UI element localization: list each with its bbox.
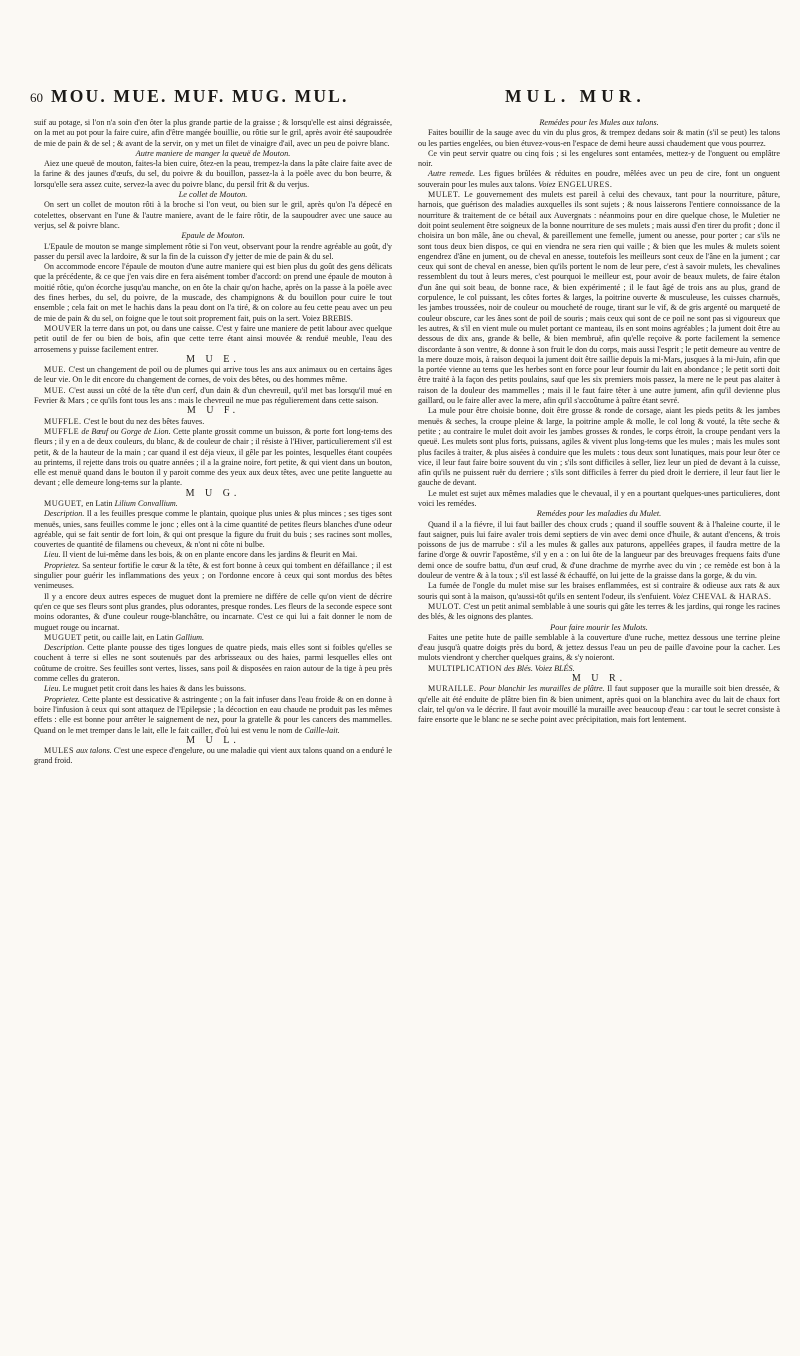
- entry: [34, 509, 392, 550]
- entry: [34, 695, 392, 736]
- entry-text: Il faut supposer que la muraille soit bien dressée, & qu'elle ait été enduite de plâtre bien fin & bien uniment, après quoi on la blanchira avec du lait de chaux fort clair, tel qu'on va le décrire. Il faut avoir mouillé la muraille avec beaucoup d'eau : car tout le secret consiste à faire ensorte que le blanc ne se seche point avec précipitation, mais fort lentement.: [418, 684, 781, 725]
- entry-text: C'est une espece d'engelure, ou une maladie qui vient aux talons quand on a enduré le grand froid.: [34, 746, 392, 766]
- entry-italic: Lilium Convallium.: [114, 498, 178, 508]
- running-head-left: [30, 86, 390, 112]
- entry-text: C'est un changement de poil ou de plumes qui arrive tous les ans aux animaux ou en certains âges de leur vie. On le dit encore du changement de cornes, de voix des bêtes, ou des hommes même.: [34, 365, 392, 385]
- subheading: Le collet de Mouton.: [178, 190, 248, 200]
- subheading: Autre maniere de manger la queuë de Mouton.: [135, 148, 291, 158]
- subheading: Remédes pour les Mules aux talons.: [539, 118, 659, 127]
- entry-head: MUE.: [44, 365, 67, 375]
- entry-label: Autre remede.: [428, 169, 476, 179]
- entry: [34, 746, 392, 767]
- entry-label: Proprietez.: [44, 560, 81, 570]
- entry-text: Il vient de lui-même dans les bois, & on en plante encore dans les jardins & fleurit en Mai.: [60, 550, 358, 560]
- section-heading: M U E.: [186, 353, 240, 365]
- paragraph: On accommode encore l'épaule de mouton d'une autre maniere qui est bien plus du goût des gens délicats que la précédente, & ce que j'en vais dire en fera aisément tomber d'accord: on prend une épaule de mouton à moitié rôtie, qu'on écorche jusqu'au manche, on en ôte la chair qu'on hache, après on la passe à la poële avec des fines herbes, du sel, du poivre, de la muscade, des champignons & du bouillon pour cuire le tout ensemble ; cela fait on met le hachis dans la peau dont on l'a tiré, & on colore au feu cette peau avec un peu de mie de pain & du sel, on foigne que le tout soit proprement fait, puis on la sert. Voiez BREBIS.: [34, 262, 392, 323]
- section-heading: M U R.: [571, 673, 627, 685]
- cross-ref-label: Voiez: [672, 591, 690, 601]
- entry-head: MUE.: [44, 385, 67, 395]
- entry-text: Sa senteur fortifie le cœur & la tête, & est fort bonne à ceux qui tombent en défaillance ; il est singulier pour guérir les inflammations des yeux ; on l'ordonne encore à ceux qui sont mordus des bêtes venimeuses.: [34, 560, 392, 591]
- paragraph: Il y a encore deux autres especes de muguet dont la premiere ne différe de celle qu'on vient de décrire qu'en ce que ses fleurs sont plus grandes, plus odorantes, presque rondes. Les fleurs de la seconde espece sont moins odorantes, & d'une couleur rouge-blanchâtre, ou incarnate. C'est ce qui lui a fait donner le nom de muguet rouge ou incarnat.: [34, 591, 392, 632]
- cross-ref-label: Voiez: [538, 179, 556, 189]
- section-heading: M U F.: [186, 405, 240, 417]
- subheading: Remédes pour les maladies du Mulet.: [536, 509, 662, 519]
- entry: [34, 386, 392, 407]
- entry-label: Description.: [44, 509, 85, 519]
- entry-label: Description.: [44, 643, 85, 653]
- entry-head: MUFFLE.: [44, 416, 82, 426]
- entry-text: Cette plante grossit comme un buisson, & porte fort long-tems des fleurs ; il y en a de deux couleurs, du blanc, & de couleur de chair ; il résiste à l'Hiver, particulierement s'il est petit, & de la hauteur de la main ; car quand il est déja vieux, il gêle par les pointes, lesquelles étant coupées au printems, il rejette dans trois ou quatre années ; il a la graine noire, fort petite, & qui vient dans un bouton, elle est menuë quand dans le bouton il y paroit comme des yeux aux deux têtes, avec une petite languette au devant ; elle demeure long-tems sur la plante.: [34, 426, 392, 488]
- entry-head: MULOT.: [428, 601, 462, 611]
- entry-head: MULET.: [428, 190, 461, 200]
- entry: [418, 581, 780, 602]
- entry: [34, 684, 392, 694]
- entry: [34, 417, 392, 427]
- entry-head: MUGUET,: [44, 498, 84, 508]
- entry: [418, 684, 780, 725]
- entry-italic: aux talons.: [74, 746, 112, 756]
- entry-text: C'est le bout du nez des bêtes fauves.: [81, 416, 205, 426]
- entry: [34, 643, 392, 684]
- section-heading: M U L.: [186, 734, 240, 746]
- entry: [34, 365, 392, 386]
- entry-head: MUFFLE: [44, 426, 80, 436]
- entry-label: Lieu.: [44, 550, 61, 560]
- entry-text: Le gouvernement des mulets est pareil à celui des chevaux, tant pour la nourriture, pâture, harnois, que guérison des maladies auxquelles ils sont sujets ; & nous laisserons l'entiere connoissance de la nourriture & traitement de ce bétail aux Auvergnats : néanmoins pour en dire quelque chose, le Muletier ne doit point seulement être soigneux de la bonne nourriture de ses mulets ; mais aussi d'en tirer du profit ; donc il choisira un bon mâle, âne ou cheval, & pareillement une femelle, jument ou anesse, pour porter ; car s'ils ne sont tous deux bien dispos, ce qui en viendra ne sera rien qui vaille ; & bien que les mules & mulets soient engendrez d'âne en jument, ou de cheval en anesse, toutefois les meilleurs sont ceux de l'âne en la jument ; car ceux qui sont de cheval en anesse, bien qu'ils portent le nom de leur pere, c'est à savoir mulets, les chevalines ressemblent du tout à leurs meres, c'est pourquoi le meilleur est, pour avoir de beaux mulets, de faire étalon d'un âne qui soit beau, de bonne race, & bien expérimenté ; il le faut âgé de trois ans au plus, grand de corpulence, le col puissant, les côtes fortes & larges, la poitrine ouverte & musculeuse, les cuisses charnuës, les jambes troussées, noir de couleur ou moucheté de rouge, tirant sur le vif, & de gris argenté ou marqueté de couleur obscure, car les ânes sont de poil de souris ; mais ceux qui sont de ce poil ne sont pas si vigoureux que les autres, & s'il en vient mule ou mulet portant ce manteau, ils en sont moins agréables ; la jument doit être au dessous de dix ans, grande & belle, & bien membruë, afin qu'elle reçoive & porte facilement la semence discordante à son ventre, & donne à son fruit le don du corps, mais aussi l'esprit ; le petit demeure au ventre de la mere douze mois, à raison dequoi la jument doit être saillie depuis la mi-Mars, jusques à la mi-Juin, afin que la portée vienne au tems que les herbes sont en force pour leur fournir du lait en abondance ; le petit sorti doit être traité à la façon des petits poulains, sauf que les six premiers mois passez, la mere ne le peut pas alaiter à raison de la douleur des mammelles ; mais il le faut faire têter à une autre jument, afin qu'il devienne plus gaillard, ou le faire aller avec la mere, afin qu'il s'accoûtume à paître étant sevré.: [418, 190, 780, 406]
- left-title: MOU. MUE. MUF. MUG. MUL.: [51, 86, 349, 106]
- entry-italic: Pour blanchir les murailles de plâtre.: [476, 684, 605, 694]
- entry-label: Proprietez.: [44, 694, 81, 704]
- paragraph: L'Epaule de mouton se mange simplement rôtie si l'on veut, observant pour la rendre agréable au goût, d'y passer du persil avec la lardoire, & sur la fin de la cuisson d'y jetter de mie de pain & du sel.: [34, 241, 392, 261]
- running-head-right: MUL. MUR.: [505, 86, 646, 106]
- entry-text: en Latin: [83, 498, 115, 508]
- paragraph: On sert un collet de mouton rôti à la broche si l'on veut, ou bien sur le gril, après qu'on l'a dépecé en cotelettes, observant en l'une & l'autre maniere, avant de le faire rôtir, de la saupoudrer avec une sauce au verjus, sel & poivre blanc.: [34, 200, 392, 230]
- entry: [34, 427, 392, 489]
- paragraph: Le mulet est sujet aux mêmes maladies que le chevaual, il y en a pourtant quelques-unes particulieres, dont voici les remédes.: [418, 488, 780, 508]
- paragraph: La mule pour être choisie bonne, doit être grosse & ronde de corsage, aiant les pieds petits & les jambes menuës & seches, la croupe pleine & large, la poitrine ample & molle, le col long & vouté, la tête seche & petite ; au contraire le mulet doit avoir les jambes grosses & rondes, le corps étroit, la croupe pendant vers la queuë. Les mulets sont plus forts, puissans, agiles & vivent plus long-tems que les mules ; mais les mules sont plus faciles à traiter, & plus aisées à conduire que les mulets : tous deux sont lunatiques, mais pour leur ôter ce vice, il leur faut faire boire souvent du vin ; s'ils sont difficiles à seller, liez leur un pied de devant à la cuisse, afin qu'ils ne puissent ruër du derriere ; s'ils sont difficiles à ferrer du pied droit le derriere, il leur faut lier le gauche de devant.: [418, 406, 780, 488]
- paragraph: Quand il a la fiévre, il lui faut bailler des choux cruds ; quand il souffle souvent & à l'haleine courte, il le faut saigner, puis lui faire avaler trois demi septiers de vin avec demi once d'huile, & autant d'encens, & trois poissons de jus de marrube : s'il a les mules & galles aux paturons, appellées grapes, il faudra mettre de la farine d'orge & ouvrir l'apostême, s'il y en a : on lui ôte de la langueur par des breuvages frequens faits d'une demi once de soufre battu, d'un œuf crud, & d'une drachme de myrrhe avec du vin ; ce remède est bon à la douleur de ventre & à la toux ; s'il est lassé & échauffé, on lui jette de la graisse dans la gorge, & du vin.: [418, 519, 780, 581]
- paragraph: suif au potage, si l'on n'a soin d'en ôter la plus grande partie de la graisse ; & lorsqu'elle est ainsi dégraissée, on la met au pot pour la faire cuire, afin d'être mangée bouillie, ou rôtie sur le gril, après avoir été saupoudrée de mie de pain & de sel ; & avant de la servir, on y met un filet de vinaigre d'ail, avec un peu de poivre blanc.: [34, 118, 392, 148]
- entry-text: La fumée de l'ongle du mulet mise sur les braises enflammées, est si contraire & odieuse aux rats & aux souris qui sont à la maison, qu'aussi-tôt qu'ils en sentent l'odeur, ils s'enfuient.: [418, 581, 780, 601]
- entry: [418, 169, 780, 190]
- entry: [34, 324, 392, 355]
- paragraph: Faites bouillir de la sauge avec du vin du plus gros, & trempez dedans soir & matin (s'il se peut) les talons ou les parties engelées, ou bien étuvez-vous-en l'espace de demi heure aussi chaudement que vous pourrez.: [418, 128, 780, 148]
- entry-text: Cette plante pousse des tiges longues de quatre pieds, mais elles sont si foibles qu'elles se couchent à terre si elles ne sont soutenuës par des arbrisseaux ou des haies, parmi lesquelles elles ont coûtume de croitre. Ses feuilles sont vertes, lisses, sans poil & disposées en raion autour de la tige à peu près comme celles du grateron.: [34, 643, 392, 684]
- right-column: [418, 118, 780, 726]
- entry-head: MULES: [44, 746, 75, 756]
- paragraph: Aiez une queuë de mouton, faites-la bien cuire, ôtez-en la peau, trempez-la dans la pâte claire faite avec de la farine & des jaunes d'œufs, du sel, du poivre & du bouillon, passez-la à la poële avec du bon beurre, & lorsqu'elle sera assez cuite, servez-la avec du poivre blanc, du persil frit & du verjus.: [34, 159, 392, 189]
- cross-ref: ENGELURES.: [555, 179, 613, 189]
- entry: [418, 190, 780, 406]
- entry-text: petit, ou caille lait, en Latin: [81, 632, 176, 642]
- entry: [34, 561, 392, 592]
- entry-label: Lieu.: [44, 684, 61, 694]
- entry: [418, 602, 780, 623]
- entry: [34, 499, 392, 509]
- section-heading: M U G.: [185, 487, 241, 499]
- entry-head: MOUVER: [44, 323, 83, 333]
- entry-head: MULTIPLICATION: [428, 663, 502, 673]
- subheading: Epaule de Mouton.: [181, 231, 245, 241]
- entry-italic: Caille-lait.: [304, 725, 340, 735]
- subheading: Pour faire mourir les Mulots.: [550, 622, 648, 632]
- entry-text: Il a les feuilles presque comme le plantain, quoique plus unies & plus minces ; ses tiges sont menuës, unies, sans feuilles comme le jonc ; elles ont à la cime quantité de petites fleurs blanches d'une odeur agréable, qui se fait sentir de fort loin, & qui ont presque la figure du fruit du buis ; ses racines sont molles, couvertes de quantité de filamens ou cheveux, & n'ont ni côte ni bulbe.: [34, 509, 392, 550]
- entry-text: Les figues brûlées & réduites en poudre, mêlées avec un peu de cire, font un onguent souverain pour les mules aux talons.: [418, 169, 780, 189]
- entry-italic: Gallium.: [175, 632, 205, 642]
- entry-text: la terre dans un pot, ou dans une caisse. C'est y faire une maniere de petit labour avec quelque petit outil de fer ou bien de bois, afin que cette terre étant ainsi mouvée & renduë meuble, l'eau des arrosemens y puisse facilement entrer.: [34, 323, 392, 354]
- paragraph: Faites une petite hute de paille semblable à la couverture d'une ruche, mettez dessous une terrine pleine d'eau jusqu'à quatre doigts près du bord, & jettez dessus l'eau un peu de paille d'avoine pour la cacher. Les mulots viendront y chercher quelques grains, & s'y noieront.: [418, 632, 780, 663]
- page-number: 60: [30, 90, 43, 105]
- entry-head: MUGUET: [44, 632, 82, 642]
- entry: [34, 633, 392, 643]
- paragraph: Ce vin peut servir quatre ou cinq fois ; si les engelures sont entamées, mettez-y de l'onguent ou emplâtre noir.: [418, 148, 780, 169]
- entry-text: Cette plante est dessicative & astringente ; on la fait infuser dans l'eau froide & on en donne à boire l'infusion à ceux qui sont attaquez de l'Epilepsie ; la décoction en eau chaude ne produit pas les mêmes effets : elle est bonne pour arrêter le saignement de nez, pour la gratelle & pour les cancers des mammelles. Quand on le met tremper dans le lait, elle le fait cailler, d'où lui est venu le nom de: [34, 694, 392, 735]
- entry-text: C'est un petit animal semblable à une souris qui gâte les terres & les jardins, qui ronge les racines des blés, & les oignons des plantes.: [418, 601, 780, 622]
- left-column: [34, 118, 392, 767]
- cross-ref: CHEVAL & HARAS.: [689, 591, 772, 601]
- entry-text: C'est aussi un côté de la tête d'un cerf, d'un dain & d'un chevreuil, qu'il met bas lorsqu'il mué en Fevrier & Mars ; ce qu'ils font tous les ans : mais le chevreuil ne mue pas régulierement dans cette saison.: [34, 385, 392, 406]
- entry-italic: de Bœuf ou Gorge de Lion.: [79, 426, 171, 436]
- entry-text: Le muguet petit croit dans les haies & dans les buissons.: [60, 684, 246, 694]
- entry-text: des Blés. Voiez BLÉS.: [501, 663, 575, 673]
- entry-head: MURAILLE.: [428, 684, 477, 694]
- entry: [34, 550, 392, 560]
